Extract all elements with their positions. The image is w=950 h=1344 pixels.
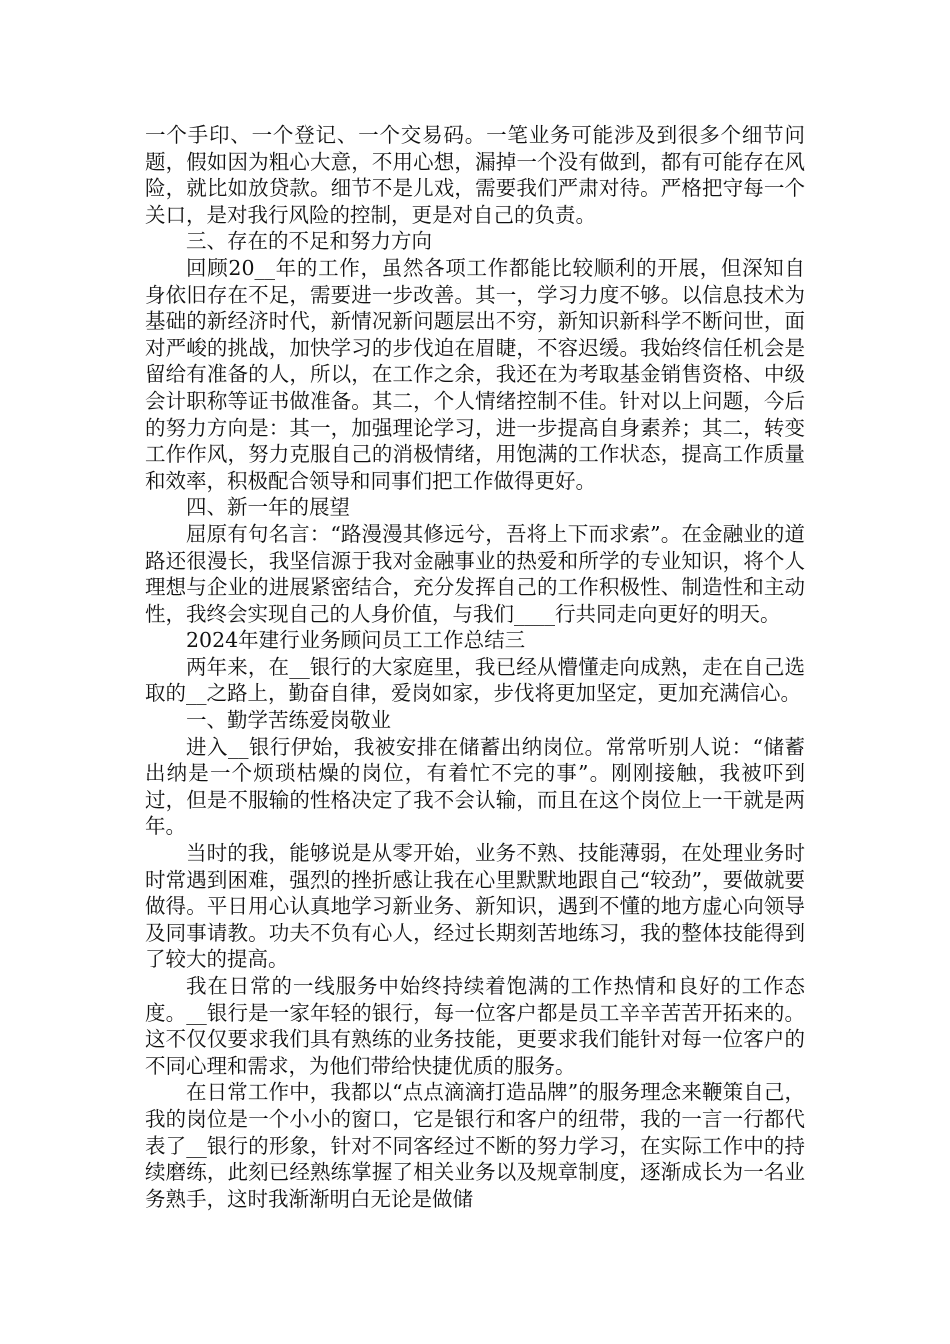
paragraph-continuation: 一个手印、一个登记、一个交易码。一笔业务可能涉及到很多个细节问题，假如因为粗心大意，不用心想，漏掉一个没有做到，都有可能存在风险，就比如放贷款。细节不是儿戏，需要我们严肃对待。严格把守每一个关口，是对我行风险的控制，更是对自己的负责。 xyxy=(145,123,805,227)
section-heading-shortcomings: 三、存在的不足和努力方向 xyxy=(186,229,432,254)
paragraph-outlook: 屈原有句名言：“路漫漫其修远兮，吾将上下而求索”。在金融业的道路还很漫长，我坚信源于我对金融事业的热爱和所学的专业知识，将个人理想与企业的进展紧密结合，充分发挥自己的工作积极性、制造性和主动性，我终会实现自己的人身价值，与我们____行共同走向更好的明天。 xyxy=(145,521,805,626)
paragraph-daily-work: 在日常工作中，我都以“点点滴滴打造品牌”的服务理念来鞭策自己，我的岗位是一个小小的窗口，它是银行和客户的纽带，我的一言一行都代表了__银行的形象，针对不同客经过不断的努力学习，在实际工作中的持续磨练，此刻已经熟练掌握了相关业务以及规章制度，逐渐成长为一名业务熟手，这时我渐渐明白无论是做储 xyxy=(145,1080,805,1211)
paragraph-teller-role: 进入__银行伊始，我被安排在储蓄出纳岗位。常常听别人说：“储蓄出纳是一个烦琐枯燥的岗位，有着忙不完的事”。刚刚接触，我被吓到过，但是不服输的性格决定了我不会认输，而且在这个岗位上一干就是两年。 xyxy=(145,734,805,839)
paragraph-intro: 两年来，在__银行的大家庭里，我已经从懵懂走向成熟，走在自己选取的__之路上，勤奋自律，爱岗如家，步伐将更加坚定，更加充满信心。 xyxy=(145,654,805,706)
document-title-summary-three: 2024年建行业务顾问员工工作总结三 xyxy=(186,628,526,653)
section-heading-dedication: 一、勤学苦练爱岗敬业 xyxy=(186,708,391,733)
paragraph-service-attitude: 我在日常的一线服务中始终持续着饱满的工作热情和良好的工作态度。__银行是一家年轻的银行，每一位客户都是员工辛辛苦苦开拓来的。这不仅仅要求我们具有熟练的业务技能，更要求我们能针对每一位客户的不同心理和需求，为他们带给快捷优质的服务。 xyxy=(145,974,805,1078)
paragraph-review: 回顾20__年的工作，虽然各项工作都能比较顺利的开展，但深知自身依旧存在不足，需要进一步改善。其一，学习力度不够。以信息技术为基础的新经济时代，新情况新问题层出不穷，新知识新科学不断问世，面对严峻的挑战，加快学习的步伐迫在眉睫，不容迟缓。我始终信任机会是留给有准备的人，所以，在工作之余，我还在为考取基金销售资格、中级会计职称等证书做准备。其二，个人情绪控制不佳。针对以上问题，今后的努力方向是：其一，加强理论学习，进一步提高自身素养；其二，转变工作作风，努力克服自己的消极情绪，用饱满的工作状态，提高工作质量和效率，积极配合领导和同事们把工作做得更好。 xyxy=(145,255,805,493)
section-heading-outlook: 四、新一年的展望 xyxy=(186,495,350,520)
document-body xyxy=(145,122,805,1212)
paragraph-learning: 当时的我，能够说是从零开始，业务不熟、技能薄弱，在处理业务时时常遇到困难，强烈的挫折感让我在心里默默地跟自己“较劲”，要做就要做得。平日用心认真地学习新业务、新知识，遇到不懂的地方虚心向领导及同事请教。功夫不负有心人，经过长期刻苦地练习，我的整体技能得到了较大的提高。 xyxy=(145,841,805,972)
